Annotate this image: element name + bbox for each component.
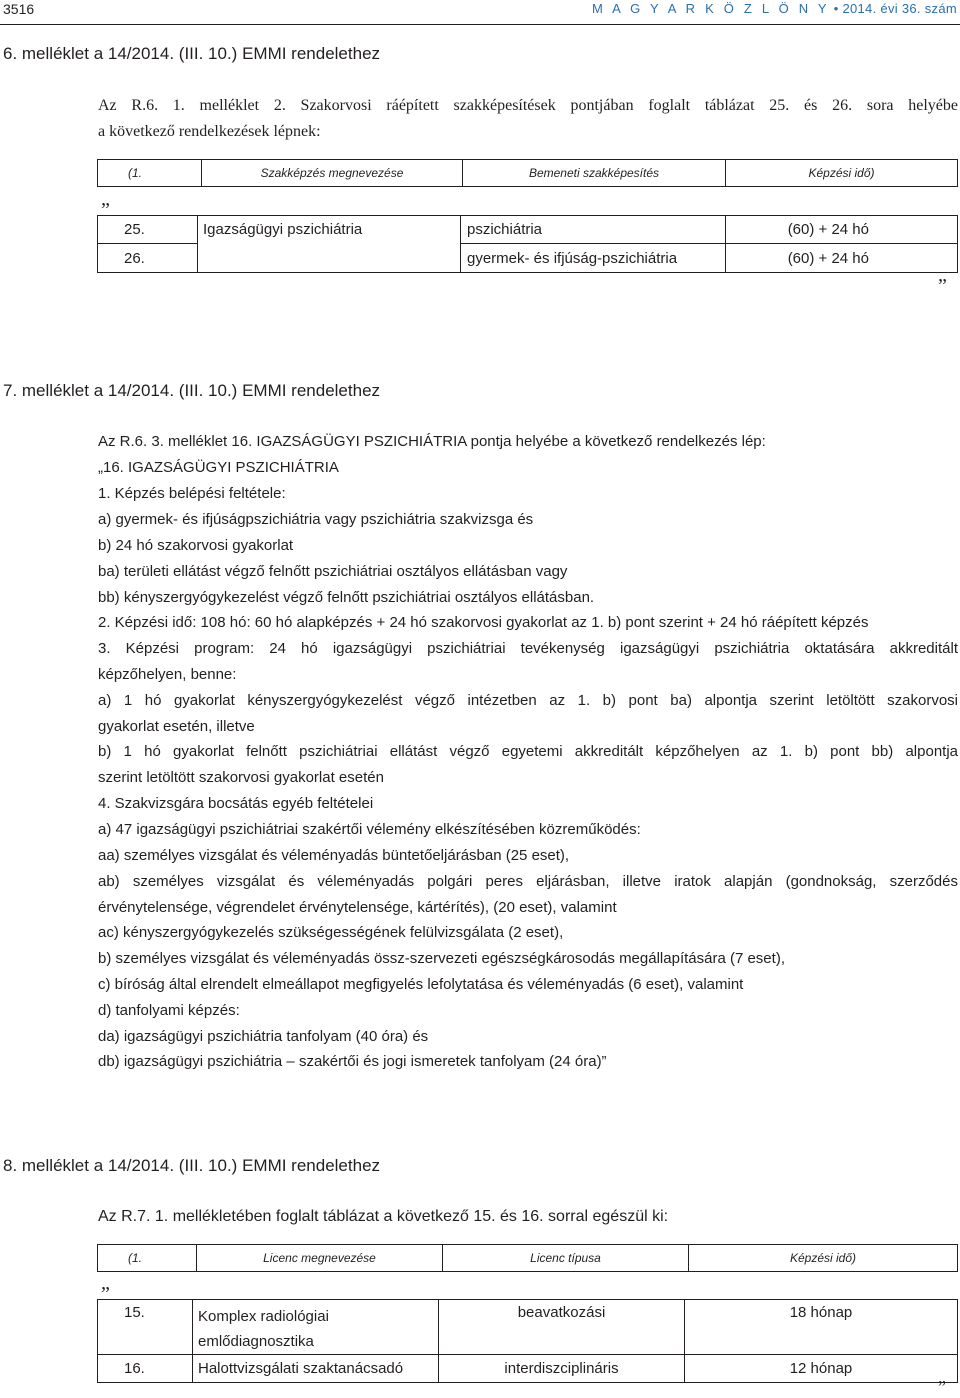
table-row [98,1300,958,1355]
col-header-time: Képzési idő) [726,160,958,187]
col-header-num: (1. [98,1245,197,1272]
annex6-intro-line1: Az R.6. 1. melléklet 2. Szakorvosi ráépített szakképesítések pontjában foglalt táblázat 25. és 26. sora helyébe [98,97,958,114]
annex7-line: da) igazságügyi pszichiátria tanfolyam (40 óra) és [98,1028,429,1045]
annex7-line: b) 1 hó gyakorlat felnőtt pszichiátriai ellátást végző egyetemi akkreditált képzőhelyen az 1. b) pont bb) alpontja [98,743,958,760]
row-name [193,1355,439,1383]
annex7-line: c) bíróság által elrendelt elmeállapot megfigyelés lefolytatása és véleményadás (6 eset), valamint [98,976,744,993]
annex7-line: „16. IGAZSÁGÜGYI PSZICHIÁTRIA [98,459,339,476]
annex7-line: d) tanfolyami képzés: [98,1002,240,1019]
col-header-name: Licenc megnevezése [197,1245,443,1272]
annex7-line: Az R.6. 3. melléklet 16. IGAZSÁGÜGYI PSZICHIÁTRIA pontja helyébe a következő rendelkezés lép: [98,433,766,450]
annex6-table-header [97,159,958,187]
col-header-name: Szakképzés megnevezése [202,160,463,187]
annex7-line: 1. Képzés belépési feltétele: [98,485,286,502]
annex6-intro-line2: a következő rendelkezések lépnek: [98,123,321,140]
annex7-line: b) személyes vizsgálat és véleményadás össz-szervezeti egészségkárosodás megállapítására (7 eset), [98,950,785,967]
annex8-close-quote: ” [938,1377,946,1397]
annex7-line: szerint letöltött szakorvosi gyakorlat esetén [98,769,384,786]
annex7-line: a) 1 hó gyakorlat kényszergyógykezelést végző intézetben az 1. b) pont ba) alpontja szerint letöltött szakorvosi [98,692,958,709]
row-type: interdiszciplináris [439,1355,685,1383]
annex6-open-quote: „ [101,188,110,210]
row-name [193,1300,439,1355]
row-name: Igazságügyi pszichiátria [198,216,461,244]
annex7-line: 4. Szakvizsgára bocsátás egyéb feltételei [98,795,374,812]
annex8-table [97,1299,958,1383]
row-time: 18 hónap [685,1300,958,1355]
annex7-line: a) 47 igazságügyi pszichiátriai szakértői vélemény elkészítésében közreműködés: [98,821,641,838]
annex7-line: aa) személyes vizsgálat és véleményadás büntetőeljárásban (25 eset), [98,847,570,864]
annex7-line: db) igazságügyi pszichiátria – szakértői és jogi ismeretek tanfolyam (24 óra)” [98,1053,607,1070]
row-name-line2: emlődiagnosztika [198,1333,314,1350]
annex8-intro: Az R.7. 1. mellékletében foglalt táblázat a következő 15. és 16. sorral egészül ki: [98,1208,669,1225]
row-number: 15. [98,1300,193,1355]
row-name-line1: Komplex radiológiai [198,1308,329,1325]
table-row [98,244,958,273]
annex7-line: 3. Képzési program: 24 hó igazságügyi pszichiátriai tevékenység igazságügyi pszichiátria oktatására akkreditált [98,640,958,657]
annex7-title: 7. melléklet a 14/2014. (III. 10.) EMMI rendelethez [3,381,381,400]
row-input: pszichiátria [461,216,726,244]
annex7-line: ab) személyes vizsgálat és véleményadás polgári peres eljárásban, illetve iratok alapján (gondnokság, szerződés [98,873,958,890]
row-time: 12 hónap [685,1355,958,1383]
annex7-line: b) 24 hó szakorvosi gyakorlat [98,537,294,554]
journal-title: M A G Y A R K Ö Z L Ö N Y [592,1,830,16]
issue-label: 2014. évi 36. szám [842,1,957,16]
annex7-line: bb) kényszergyógykezelést végző felnőtt pszichiátriai osztályos ellátásban. [98,589,595,606]
annex7-line: a) gyermek- és ifjúságpszichiátria vagy pszichiátria szakvizsga és [98,511,534,528]
annex8-title: 8. melléklet a 14/2014. (III. 10.) EMMI rendelethez [3,1156,381,1175]
col-header-input: Bemeneti szakképesítés [463,160,726,187]
annex7-line: érvénytelensége, végrendelet érvénytelensége, kártérítés), (20 eset), valamint [98,899,617,916]
col-header-type: Licenc típusa [443,1245,689,1272]
header-rule [0,24,960,25]
page-number: 3516 [3,1,35,17]
annex8-open-quote: „ [101,1272,110,1294]
annex7-line: képzőhelyen, benne: [98,666,237,683]
row-number: 25. [98,216,198,244]
row-name-line1: Halottvizsgálati szaktanácsadó [198,1360,404,1377]
annex7-line: gyakorlat esetén, illetve [98,718,255,735]
header-bullet: • [833,1,839,16]
annex6-title: 6. melléklet a 14/2014. (III. 10.) EMMI rendelethez [3,44,381,63]
row-type: beavatkozási [439,1300,685,1355]
annex6-table [97,215,958,273]
table-row [98,216,958,244]
annex7-line: ac) kényszergyógykezelés szükségességének felülvizsgálata (2 eset), [98,924,564,941]
row-time: (60) + 24 hó [726,216,958,244]
annex7-line: 2. Képzési idő: 108 hó: 60 hó alapképzés + 24 hó szakorvosi gyakorlat az 1. b) pont szerint + 24 hó ráépített képzés [98,614,869,631]
annex6-close-quote: ” [938,275,947,297]
row-number: 26. [98,244,198,273]
col-header-time: Képzési idő) [689,1245,958,1272]
annex8-table-header [97,1244,958,1272]
row-input: gyermek- és ifjúság-pszichiátria [461,244,726,273]
journal-header [592,1,957,16]
row-name [198,244,461,273]
table-row [98,1355,958,1383]
row-time: (60) + 24 hó [726,244,958,273]
row-number: 16. [98,1355,193,1383]
col-header-num: (1. [98,160,202,187]
annex7-line: ba) területi ellátást végző felnőtt pszichiátriai osztályos ellátásban vagy [98,563,568,580]
